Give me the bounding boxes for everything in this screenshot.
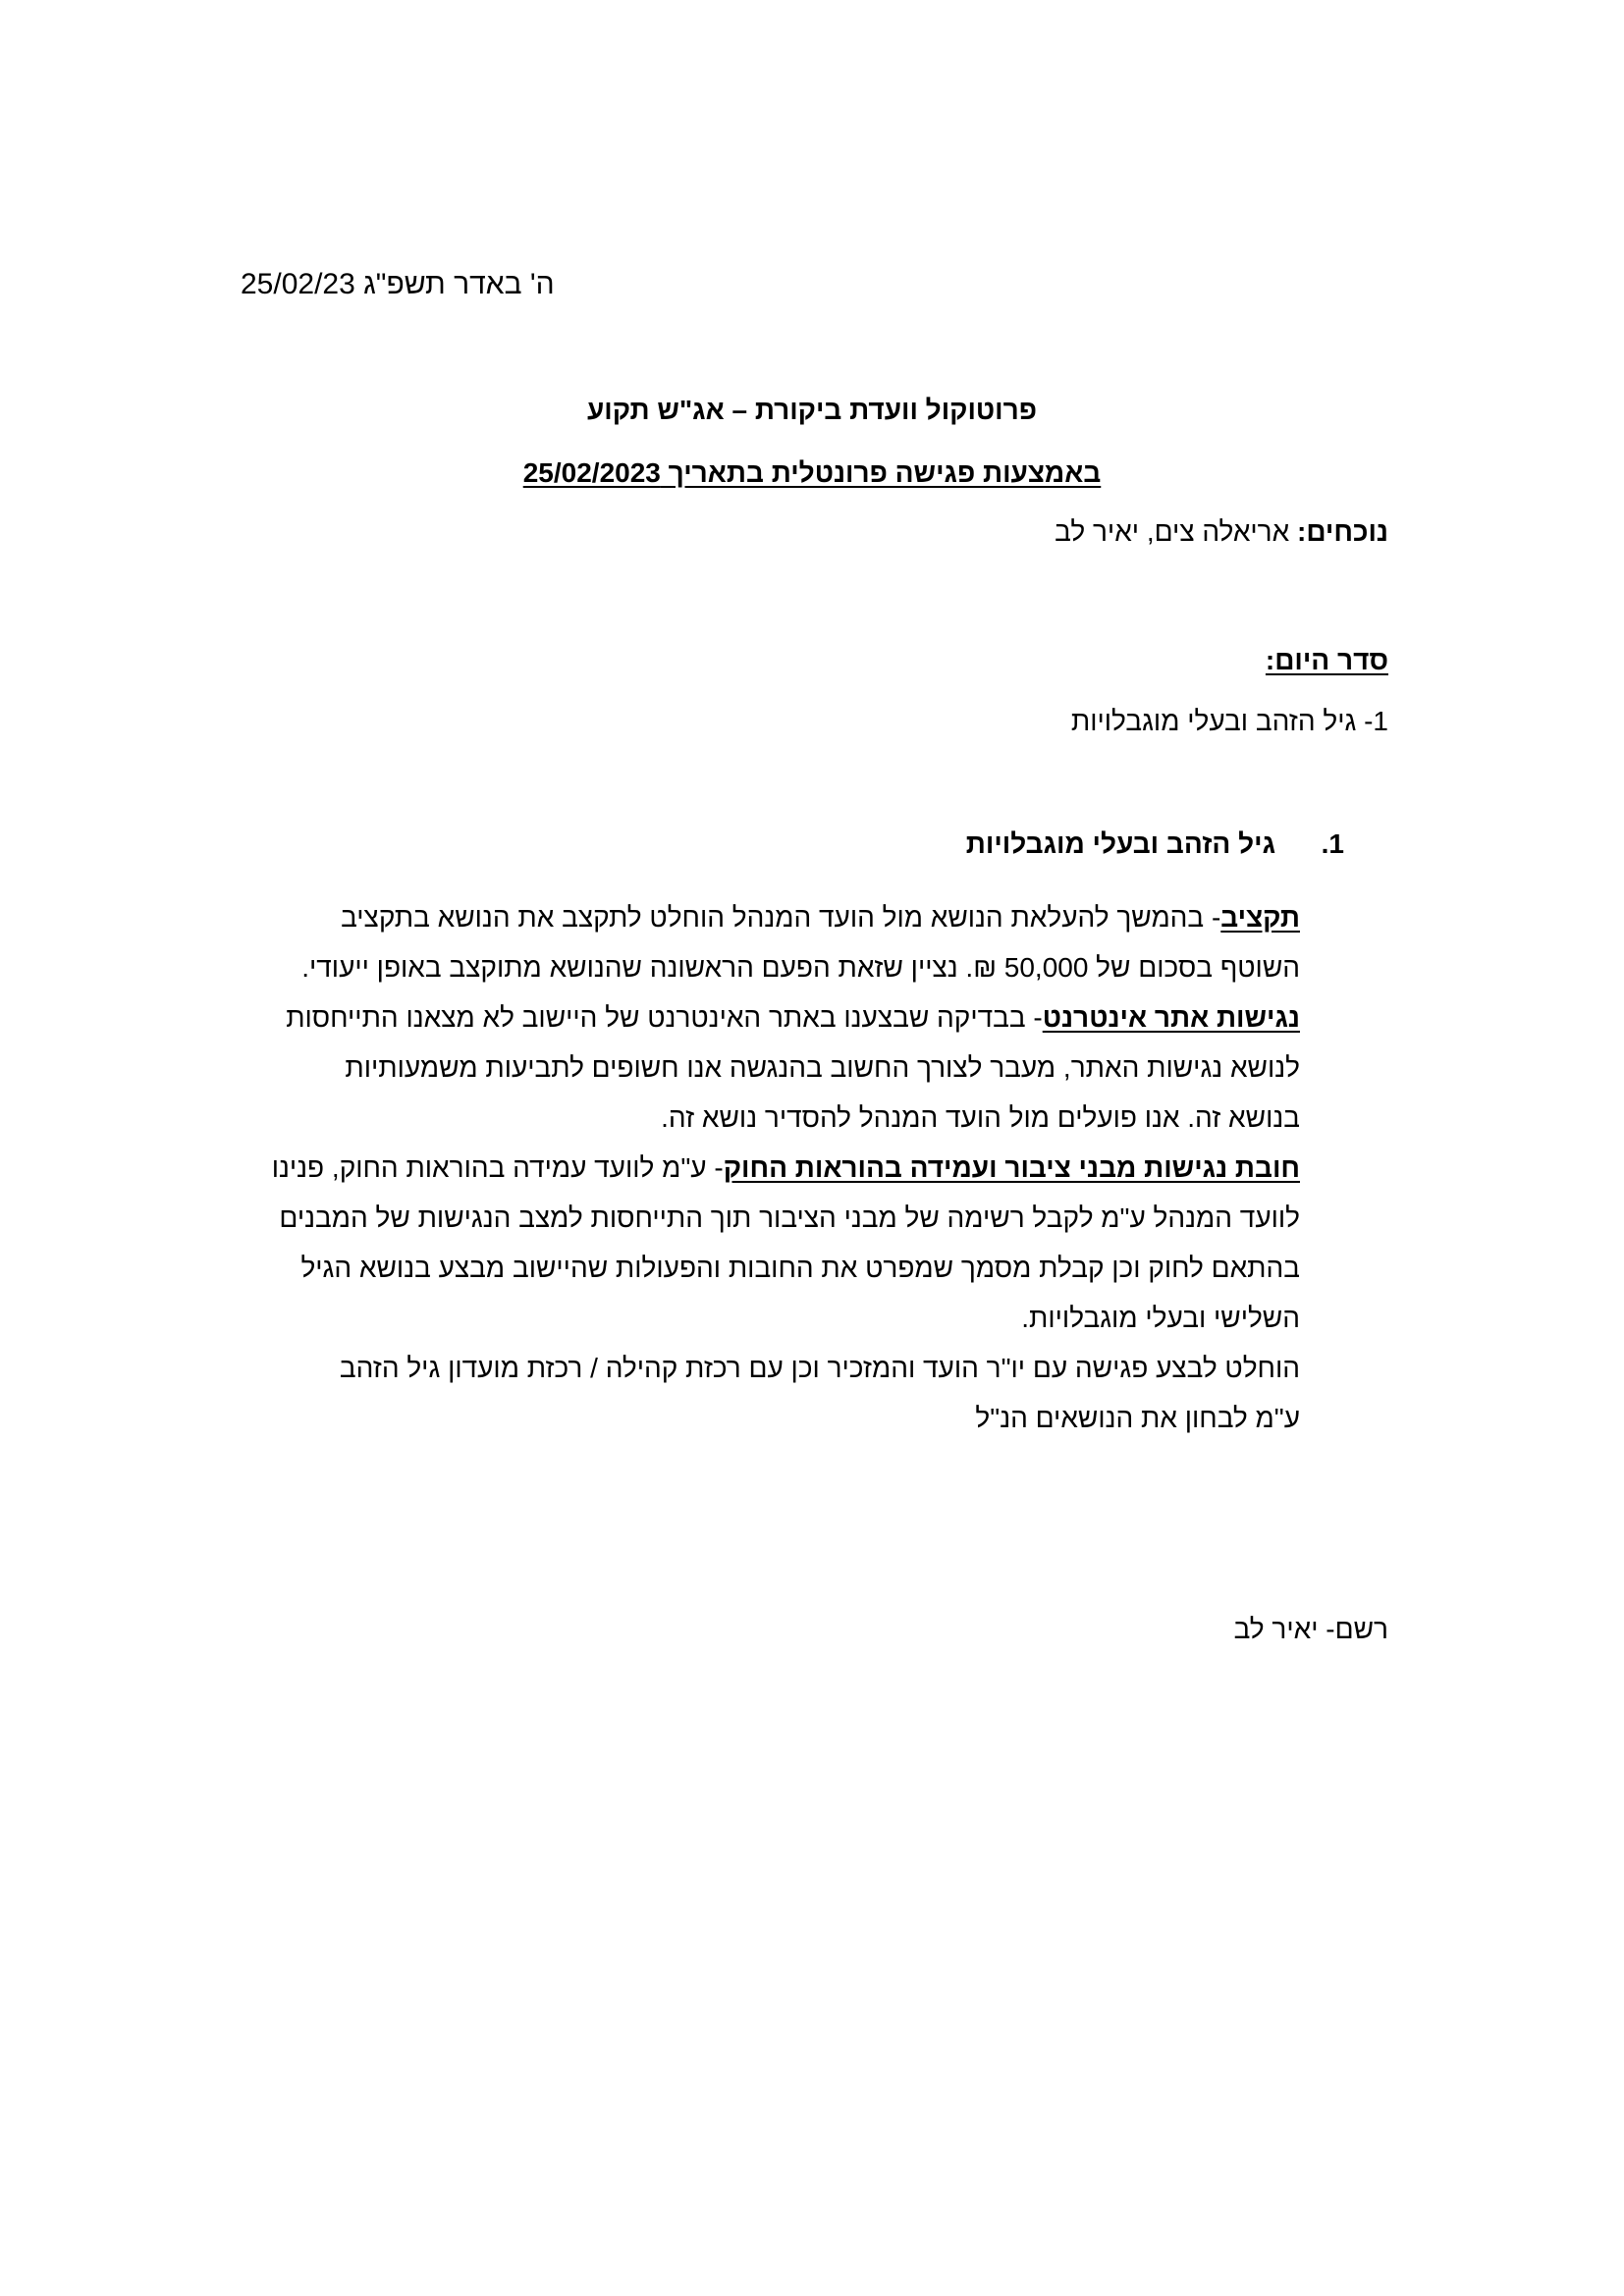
agenda-heading xyxy=(1266,641,1388,680)
website-label: נגישות אתר אינטרנט xyxy=(1042,1002,1300,1033)
section-number: 1. xyxy=(1321,828,1344,859)
public-line-4 xyxy=(245,1296,1300,1340)
public-line-1 xyxy=(245,1146,1300,1190)
budget-line-2 xyxy=(245,945,1300,989)
section-heading-text: גיל הזהב ובעלי מוגבלויות xyxy=(965,828,1275,859)
recorder-line xyxy=(1234,1610,1388,1649)
subtitle-date: 25/02/2023 xyxy=(522,457,661,488)
agenda-heading-text: סדר היום: xyxy=(1265,645,1388,675)
decision-text-2: ע"מ לבחון את הנושאים הנ"ל xyxy=(975,1403,1300,1433)
public-text-1: - ע"מ לוועד עמידה בהוראות החוק, פנינו xyxy=(271,1152,724,1183)
attendees-names: אריאלה צים, יאיר לב xyxy=(1055,516,1297,547)
document-date xyxy=(241,265,555,304)
date-hebrew: ה' באדר תשפ"ג xyxy=(363,268,555,300)
decision-line-1 xyxy=(245,1346,1300,1390)
decision-text-1: הוחלט לבצע פגישה עם יו"ר הועד והמזכיר וכן עם רכזת קהילה / רכזת מועדון גיל הזהב xyxy=(339,1353,1300,1383)
public-line-3 xyxy=(245,1246,1300,1290)
decision-line-2 xyxy=(245,1396,1300,1440)
website-line-3 xyxy=(245,1095,1300,1140)
agenda-item xyxy=(1071,702,1388,741)
page-title-text: פרוטוקול וועדת ביקורת – אג"ש תקוע xyxy=(586,395,1037,425)
public-text-4: השלישי ובעלי מוגבלויות. xyxy=(1021,1303,1300,1333)
website-line-1 xyxy=(245,995,1300,1040)
agenda-item-text: 1- גיל הזהב ובעלי מוגבלויות xyxy=(1070,706,1388,736)
website-text-2: לנושא נגישות האתר, מעבר לצורך החשוב בהנגשה אנו חשופים לתביעות משמעותיות xyxy=(345,1052,1300,1083)
recorder-text: רשם- יאיר לב xyxy=(1233,1614,1388,1644)
attendees-line xyxy=(1055,512,1388,552)
attendees-label: נוכחים: xyxy=(1297,516,1388,547)
section-heading xyxy=(966,825,1344,864)
budget-label: תקציב xyxy=(1220,902,1300,933)
website-text-1: - בבדיקה שבצענו באתר האינטרנט של היישוב לא מצאנו התייחסות xyxy=(286,1002,1043,1033)
public-text-3: בהתאם לחוק וכן קבלת מסמך שמפרט את החובות והפעולות שהיישוב מבצע בנושא הגיל xyxy=(300,1253,1300,1283)
page-title xyxy=(0,391,1624,430)
section-body xyxy=(245,895,1300,1440)
budget-line-1 xyxy=(245,895,1300,939)
website-line-2 xyxy=(245,1045,1300,1090)
budget-text-2: השוטף בסכום של 50,000 ₪. נציין שזאת הפעם הראשונה שהנושא מתוקצב באופן ייעודי. xyxy=(301,952,1300,983)
budget-text-1: - בהמשך להעלאת הנושא מול הועד המנהל הוחלט לתקצב את הנושא בתקציב xyxy=(341,902,1221,933)
website-text-3: בנושא זה. אנו פועלים מול הועד המנהל להסדיר נושא זה. xyxy=(661,1102,1300,1133)
public-text-2: לוועד המנהל ע"מ לקבל רשימה של מבני הציבור תוך התייחסות למצב הנגישות של המבנים xyxy=(279,1202,1300,1233)
public-line-2 xyxy=(245,1196,1300,1240)
subtitle-prefix: באמצעות פגישה פרונטלית בתאריך xyxy=(660,457,1102,488)
page-subtitle xyxy=(0,454,1624,493)
date-numeric: 25/02/23 xyxy=(241,268,355,300)
public-label: חובת נגישות מבני ציבור ועמידה בהוראות החוק xyxy=(723,1152,1300,1183)
